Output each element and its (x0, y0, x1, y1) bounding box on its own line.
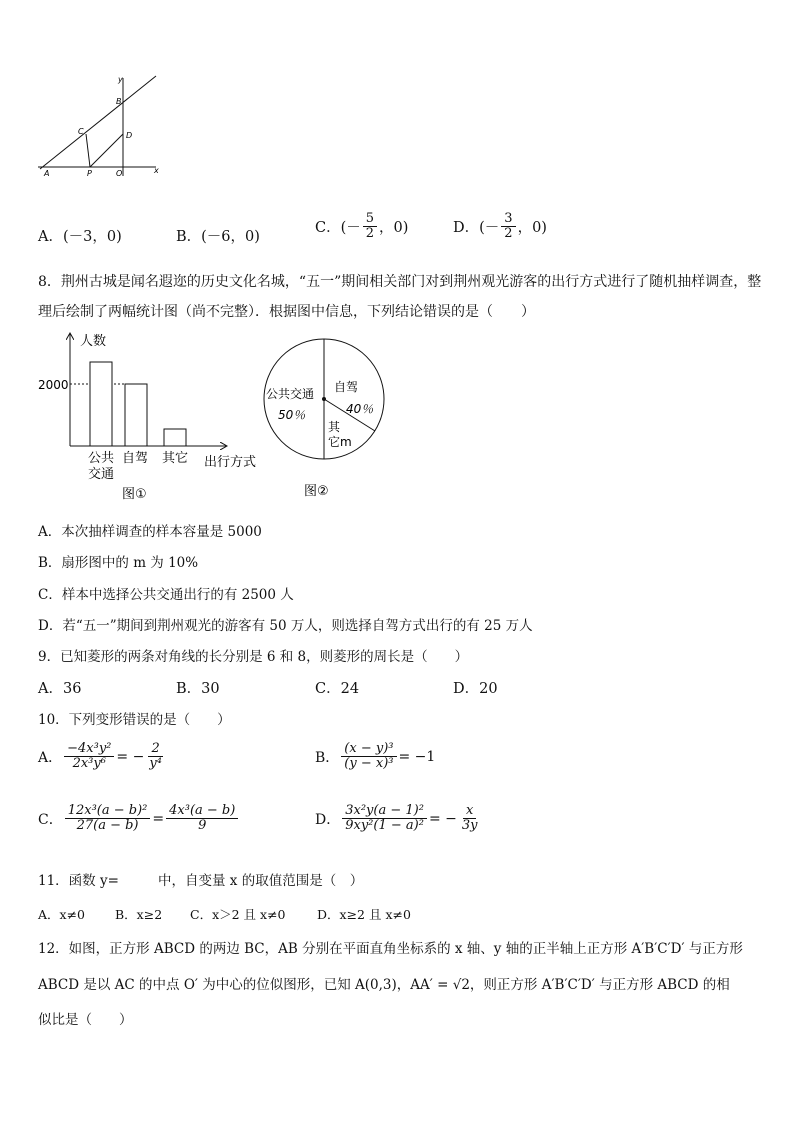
bar-other (164, 429, 186, 446)
q10-option-c-sign: = (152, 810, 165, 827)
bar-chart-caption: 图① (122, 487, 147, 502)
q7-option-c-fraction: $\frac{5}{2}$ (363, 212, 377, 241)
label-A: A (44, 169, 50, 178)
pie-center-dot (322, 397, 326, 401)
q9-option-a[interactable]: A．36 (38, 681, 82, 697)
bar-chart-cat-public-2: 交通 (88, 467, 115, 482)
q10-option-b-lhs: $\frac{\text{(x − y)³}}{\text{(y − x)³}}$ (341, 742, 396, 771)
q12-line-2: ABCD 是以 AC 的中点 O′ 为中心的位似图形，已知 A(0,3)，AA′ = √2，则正方形 A′B′C′D′ 与正方形 ABCD 的相 (38, 977, 730, 993)
q10-option-a-rhs: $\frac{2}{\text{y⁴}}$ (149, 741, 162, 771)
label-B: B (116, 97, 122, 106)
pie-label-public: 公共交通 (266, 387, 315, 401)
q9-option-b[interactable]: B．30 (176, 681, 220, 697)
q10-option-b-rhs: = −1 (398, 748, 436, 765)
q8-pie-chart (258, 335, 398, 505)
q9-option-d[interactable]: D．20 (453, 681, 498, 697)
q8-bar-chart (34, 330, 269, 502)
q12-line-1: 12．如图，正方形 ABCD 的两边 BC，AB 分别在平面直角坐标系的 x 轴、y 轴的正半轴上正方形 A′B′C′D′ 与正方形 (38, 941, 743, 957)
q12-line-3: 似比是（ ） (38, 1012, 133, 1028)
q10-option-b[interactable] (315, 742, 435, 771)
bar-public-transport (90, 362, 112, 446)
q8-stem-line-1: 8．荆州古城是闻名遐迩的历史文化名城，“五一”期间相关部门对到荆州观光游客的出行方式进行了随机抽样调查，整 (38, 274, 762, 290)
bar-chart-ytick-2000: 2000 (38, 378, 69, 392)
q11-stem-end: 中，自变量 x 的取值范围是（ ） (158, 873, 364, 889)
q9-option-c[interactable]: C．24 (315, 681, 360, 697)
q7-option-d-suffix: ，0) (517, 220, 547, 236)
label-y: y (118, 75, 123, 84)
bar-chart-ylabel: 人数 (80, 334, 107, 349)
pie-label-other-1: 其 (328, 420, 341, 434)
q10-option-d-label: D． (315, 811, 341, 828)
q7-option-d-fraction: $\frac{3}{2}$ (501, 212, 515, 241)
q10-stem: 10．下列变形错误的是（ ） (38, 712, 231, 728)
bar-chart-cat-other: 其它 (162, 451, 189, 466)
q11-option-a[interactable]: A．x≠0 (38, 907, 86, 922)
q10-option-a[interactable] (38, 742, 167, 771)
q10-option-a-sign: = − (116, 748, 145, 765)
q7-option-a[interactable] (38, 225, 122, 246)
q9-stem: 9．已知菱形的两条对角线的长分别是 6 和 8，则菱形的周长是（ ） (38, 649, 469, 665)
pie-label-other-2: 它m (328, 435, 352, 449)
q11-option-b[interactable]: B．x≥2 (115, 907, 163, 922)
q7-option-b[interactable] (176, 225, 260, 246)
bar-chart-cat-self: 自驾 (122, 451, 149, 466)
q10-option-c-lhs: $\frac{\text{12x³(a − b)²}}{27(a - b)}$ (65, 804, 151, 833)
q11-option-c[interactable]: C．x＞2 且 x≠0 (190, 907, 286, 922)
q7-option-d[interactable] (453, 212, 547, 241)
pie-pct-self: 40％ (346, 402, 374, 416)
q7-option-c-prefix: C．(－ (315, 220, 361, 236)
label-P: P (87, 169, 92, 178)
q10-option-d-rhs: $\frac{x}{3y}$ (461, 803, 478, 833)
q10-option-c-rhs: $\frac{\text{4x³(a − b)}}{9}$ (166, 804, 238, 833)
q8-stem-line-2: 理后绘制了两幅统计图（尚不完整）．根据图中信息，下列结论错误的是（ ） (38, 304, 535, 320)
q8-option-c[interactable]: C．样本中选择公共交通出行的有 2500 人 (38, 587, 294, 603)
q7-coordinate-graph (34, 72, 164, 182)
q7-option-c-suffix: ，0) (379, 220, 409, 236)
q10-option-b-label: B． (315, 749, 340, 766)
bar-chart-xlabel: 出行方式 (204, 455, 257, 470)
q7-option-a-text: A．(－3，0) (38, 229, 122, 245)
q10-option-a-label: A． (38, 749, 63, 766)
pie-pct-public: 50％ (278, 408, 306, 422)
q11-stem-start: 11．函数 y= (38, 873, 119, 889)
q11-option-d[interactable]: D．x≥2 且 x≠0 (317, 907, 411, 922)
q8-option-d[interactable]: D．若“五一”期间到荆州观光的游客有 50 万人，则选择自驾方式出行的有 25 万人 (38, 618, 533, 634)
segment-PD (90, 134, 123, 167)
label-O: O (116, 169, 123, 178)
q10-option-d[interactable] (315, 804, 482, 833)
line-AB (40, 76, 156, 169)
q10-option-d-lhs: $\frac{\text{3x²y(a − 1)²}}{\text{9xy²(1 − a)²}}$ (342, 804, 427, 833)
bar-chart-cat-public-1: 公共 (88, 451, 115, 466)
q7-option-d-prefix: D．(－ (453, 220, 500, 236)
q10-option-d-sign: = − (428, 810, 457, 827)
q8-option-b[interactable]: B．扇形图中的 m 为 10% (38, 555, 199, 571)
bar-self-drive (125, 384, 147, 446)
label-x: x (154, 166, 159, 175)
q10-option-c[interactable] (38, 804, 240, 833)
q8-option-a[interactable]: A．本次抽样调查的样本容量是 5000 (38, 524, 262, 540)
pie-label-self: 自驾 (334, 380, 359, 394)
pie-chart-caption: 图② (304, 484, 329, 499)
q7-option-b-text: B．(－6，0) (176, 229, 260, 245)
q10-option-a-lhs: $\frac{\text{−4x³y²}}{\text{2x³y⁶}}$ (64, 742, 114, 771)
q7-option-c[interactable] (315, 212, 408, 241)
label-C: C (78, 127, 84, 136)
segment-PC (86, 134, 90, 167)
q10-option-c-label: C． (38, 811, 63, 828)
label-D: D (126, 131, 133, 140)
